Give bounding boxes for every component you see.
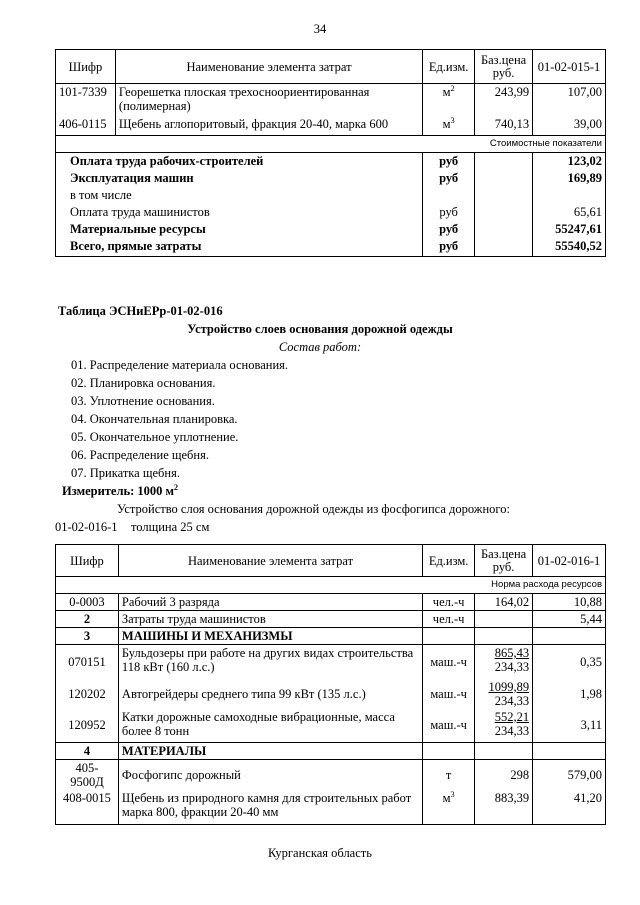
norm-code: 01-02-016-1 — [55, 520, 118, 534]
resource-table-015 — [55, 49, 606, 257]
cell-unit: $м^2$ — [423, 84, 475, 116]
cell-value — [533, 628, 606, 645]
cell-value: 107,00 — [533, 84, 606, 116]
header-unit: Ед.изм. — [423, 545, 475, 577]
cell-unit: чел.-ч — [423, 594, 475, 611]
description: Устройство слоя основания дорожной одежды из фосфогипса дорожного: — [117, 502, 510, 516]
cell-price-base: 234,33 — [494, 693, 530, 708]
summary-value: 169,89 — [533, 170, 606, 187]
cell-code: 4 — [56, 743, 119, 760]
summary-name: Эксплуатация машин — [56, 170, 423, 187]
cell-price: 865,43 — [494, 646, 530, 660]
cell-unit — [423, 743, 475, 760]
cell-name: Щебень аглопоритовый, фракция 20-40, марка 600 — [115, 116, 422, 136]
summary-name: Оплата труда рабочих-строителей — [56, 153, 423, 170]
header-unit: Ед.изм. — [423, 50, 475, 84]
cell-value: 5,44 — [533, 611, 606, 628]
list-item: 07. Прикатка щебня. — [71, 466, 180, 480]
works-title: Состав работ: — [278, 340, 362, 354]
cell-value: 41,20 — [533, 790, 606, 824]
table-row — [56, 790, 606, 824]
meter: Измеритель: 1000 $м^2$ — [62, 482, 179, 498]
cell-code: 3 — [56, 628, 119, 645]
summary-name: Материальные ресурсы — [56, 221, 423, 238]
cell-value — [533, 743, 606, 760]
cell-value: 39,00 — [533, 116, 606, 136]
cell-code: 120952 — [56, 709, 119, 743]
summary-unit: руб — [423, 221, 475, 238]
summary-unit — [423, 187, 475, 204]
cell-unit: маш.-ч — [423, 709, 475, 743]
cell-price-base: 234,33 — [494, 723, 530, 738]
cell-code: 120202 — [56, 679, 119, 709]
cell-code: 406-0115 — [56, 116, 116, 136]
cell-name: МАТЕРИАЛЫ — [118, 743, 422, 760]
cell-name: Затраты труда машинистов — [118, 611, 422, 628]
cell-unit: маш.-ч — [423, 679, 475, 709]
cell-unit: $м^3$ — [423, 116, 475, 136]
cell-value: 1,98 — [533, 679, 606, 709]
header-code: Шифр — [56, 545, 119, 577]
summary-value: 123,02 — [533, 153, 606, 170]
cell-value: 3,11 — [533, 709, 606, 743]
cell-name: Фосфогипс дорожный — [118, 760, 422, 791]
header-code: Шифр — [56, 50, 116, 84]
list-item: 03. Уплотнение основания. — [71, 394, 215, 408]
cell-price: 243,99 — [475, 84, 533, 116]
list-item: 04. Окончательная планировка. — [71, 412, 238, 426]
cell-code: 070151 — [56, 645, 119, 679]
cell-unit: маш.-ч — [423, 645, 475, 679]
table-row — [56, 743, 606, 760]
cell-code: 0-0003 — [56, 594, 119, 611]
cost-caption: Стоимостные показатели — [56, 136, 606, 153]
table-row — [56, 760, 606, 791]
norm-text: толщина 25 см — [131, 520, 210, 534]
cell-price: 298 — [475, 760, 533, 791]
table-row — [56, 594, 606, 611]
cell-unit: $м^3$ — [423, 790, 475, 824]
header-norm: 01-02-016-1 — [533, 545, 606, 577]
list-item: 02. Планировка основания. — [71, 376, 216, 390]
list-item: 05. Окончательное уплотнение. — [71, 430, 239, 444]
page-number: 34 — [313, 22, 327, 36]
summary-name: Оплата труда машинистов — [56, 204, 423, 221]
header-price: Баз.цена руб. — [475, 50, 533, 84]
summary-unit: руб — [423, 153, 475, 170]
header-norm: 01-02-015-1 — [533, 50, 606, 84]
table-title: Таблица ЭСНиЕРр-01-02-016 — [58, 304, 223, 318]
summary-unit: руб — [423, 170, 475, 187]
cell-code: 405-9500Д — [56, 760, 119, 791]
cell-price: 1099,89 — [488, 679, 530, 694]
summary-unit: руб — [423, 238, 475, 257]
cell-price: 164,02 — [475, 594, 533, 611]
cell-price-base: 234,33 — [494, 660, 530, 674]
cell-price: 552,21 — [494, 709, 530, 724]
cell-price — [475, 628, 533, 645]
summary-name: Всего, прямые затраты — [56, 238, 423, 257]
list-item: 06. Распределение щебня. — [71, 448, 209, 462]
table-row — [56, 709, 606, 743]
cell-price: 740,13 — [475, 116, 533, 136]
table-row — [56, 628, 606, 645]
cell-price — [475, 743, 533, 760]
cell-name: Рабочий 3 разряда — [118, 594, 422, 611]
cell-unit: чел.-ч — [423, 611, 475, 628]
table-row — [56, 116, 606, 136]
summary-value — [533, 187, 606, 204]
table-row — [56, 645, 606, 679]
cell-name: Георешетка плоская трехосноориентированная (полимерная) — [115, 84, 422, 116]
summary-name: в том числе — [56, 187, 423, 204]
cell-code: 2 — [56, 611, 119, 628]
header-name: Наименование элемента затрат — [115, 50, 422, 84]
cell-name: Катки дорожные самоходные вибрационные, масса более 8 тонн — [118, 709, 422, 743]
header-name: Наименование элемента затрат — [118, 545, 422, 577]
cell-name: Бульдозеры при работе на других видах строительства 118 кВт (160 л.с.) — [118, 645, 422, 679]
summary-value: 65,61 — [533, 204, 606, 221]
cell-code: 408-0015 — [56, 790, 119, 824]
list-item: 01. Распределение материала основания. — [71, 358, 289, 372]
summary-value: 55540,52 — [533, 238, 606, 257]
section-title: Устройство слоев основания дорожной одежды — [187, 322, 453, 336]
cell-unit — [423, 628, 475, 645]
header-price: Баз.цена руб. — [475, 545, 533, 577]
cell-name: Автогрейдеры среднего типа 99 кВт (135 л.с.) — [118, 679, 422, 709]
cell-name: Щебень из природного камня для строительных работ марка 800, фракции 20-40 мм — [118, 790, 422, 824]
cell-code: 101-7339 — [56, 84, 116, 116]
cell-unit: т — [423, 760, 475, 791]
cell-value: 10,88 — [533, 594, 606, 611]
summary-value: 55247,61 — [533, 221, 606, 238]
cell-name: МАШИНЫ И МЕХАНИЗМЫ — [118, 628, 422, 645]
cell-price: 883,39 — [475, 790, 533, 824]
summary-unit: руб — [423, 204, 475, 221]
footer-region: Курганская область — [268, 846, 372, 860]
resource-table-016 — [55, 544, 606, 825]
cell-value: 0,35 — [533, 645, 606, 679]
table-row — [56, 679, 606, 709]
table-row — [56, 84, 606, 116]
cell-price — [475, 611, 533, 628]
table-row — [56, 611, 606, 628]
cell-value: 579,00 — [533, 760, 606, 791]
norm-caption: Норма расхода ресурсов — [56, 577, 606, 594]
